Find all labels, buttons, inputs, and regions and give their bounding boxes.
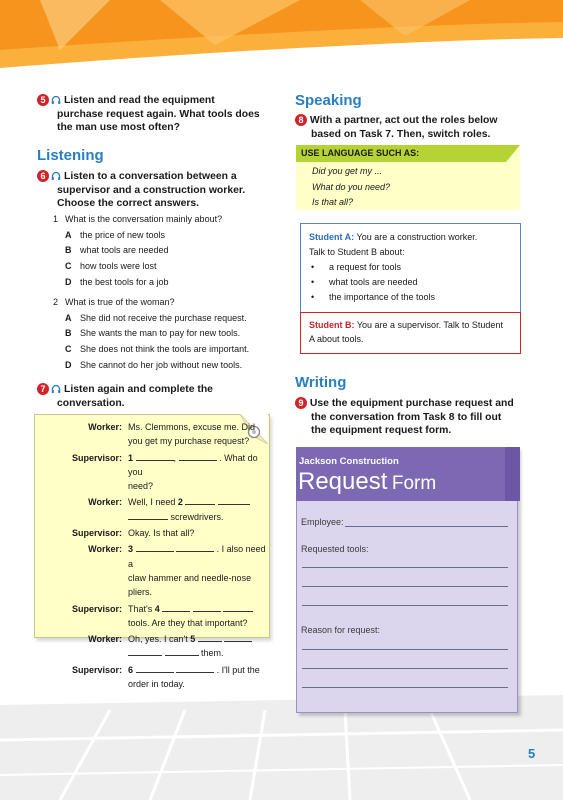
page-number: 5 <box>528 746 536 761</box>
employee-field[interactable] <box>345 526 508 527</box>
listening-heading: Listening <box>37 147 104 164</box>
requested-tools-line[interactable] <box>302 586 508 587</box>
arrow-tab-icon <box>506 145 520 162</box>
answer-blank[interactable] <box>179 451 217 461</box>
form-edge-decoration <box>505 447 520 501</box>
answer-blank[interactable] <box>193 602 221 612</box>
list-item: • what tools are needed <box>311 277 418 287</box>
task-number-badge: 7 <box>37 383 49 395</box>
form-title: Request Form <box>298 468 437 495</box>
employee-field-label: Employee: <box>301 517 344 527</box>
reason-line[interactable] <box>302 687 508 688</box>
question-2: 2 What is true of the woman? A She did not receive the purchase request. B She wants the man to pay for new tools. C She does not think the tools are important. D She cannot do her job without new tools. <box>53 295 293 374</box>
answer-blank[interactable] <box>185 495 215 505</box>
list-item: • a request for tools <box>311 262 402 272</box>
answer-blank[interactable] <box>218 495 250 505</box>
list-item[interactable]: A She did not receive the purchase request. <box>65 312 247 323</box>
dialog-line: Supervisor: 1 , . What do you need? <box>71 452 258 492</box>
list-item: Is that all? <box>312 197 354 207</box>
answer-blank[interactable] <box>162 602 190 612</box>
reason-line[interactable] <box>302 668 508 669</box>
task-7: 7 Listen again and complete the conversation. <box>37 383 277 410</box>
student-a-card: Student A: You are a construction worker. Talk to Student B about: • a request for tools • what tools are needed • the importance of the tools <box>300 223 521 313</box>
answer-blank[interactable] <box>128 646 162 656</box>
language-phrases <box>312 164 390 211</box>
list-item[interactable]: D She cannot do her job without new tools. <box>65 359 243 370</box>
task-5: 5 Listen and read the equipment purchase request again. What tools does the man use most often? <box>37 94 277 135</box>
answer-blank[interactable] <box>165 646 199 656</box>
header-decoration <box>0 0 563 82</box>
dialog-line: Worker: Ms. Clemmons, excuse me. Did you get my purchase request? <box>88 422 256 447</box>
requested-tools-line[interactable] <box>302 605 508 606</box>
list-item[interactable]: C She does not think the tools are important. <box>65 344 250 355</box>
dialog-line: Worker: 3 . I also need a claw hammer and needle-nose pliers. <box>88 544 266 598</box>
answer-blank[interactable] <box>136 542 174 552</box>
answer-blank[interactable] <box>224 632 252 642</box>
dialog-line: Supervisor: 6 . I'll put the order in today. <box>71 664 260 690</box>
task-8: 8 With a partner, act out the roles below based on Task 7. Then, switch roles. <box>295 114 540 141</box>
language-box-title: USE LANGUAGE SUCH AS: <box>301 148 420 158</box>
list-item: Did you get my ... <box>312 166 383 176</box>
list-item: What do you need? <box>312 181 391 192</box>
dialog-line: Supervisor: Okay. Is that all? <box>71 528 195 539</box>
answer-blank[interactable] <box>128 510 168 520</box>
list-item[interactable]: C how tools were lost <box>65 261 157 272</box>
writing-heading: Writing <box>295 374 347 391</box>
speaking-heading: Speaking <box>295 92 362 109</box>
answer-blank[interactable] <box>223 602 253 612</box>
task-number-badge: 5 <box>37 94 49 106</box>
task-6: 6 Listen to a conversation between a supervisor and a construction worker. Choose the correct answers. <box>37 170 277 211</box>
student-b-card: Student B: You are a supervisor. Talk to Student A about tools. <box>300 312 521 354</box>
answer-blank[interactable] <box>176 542 214 552</box>
dialog-line: Worker: Well, I need 2 screwdrivers. <box>34 495 266 524</box>
reason-line[interactable] <box>302 649 508 650</box>
headphones-icon <box>51 171 61 181</box>
task-number-badge: 8 <box>295 114 307 126</box>
headphones-icon <box>51 95 61 105</box>
dialog-line: Worker: Oh, yes. I can't 5 them. <box>34 632 266 661</box>
answer-blank[interactable] <box>136 451 174 461</box>
task-number-badge: 9 <box>295 397 307 409</box>
list-item[interactable]: A the price of new tools <box>65 229 166 240</box>
reason-label: Reason for request: <box>301 625 381 635</box>
conversation-dialog <box>34 420 266 693</box>
requested-tools-label: Requested tools: <box>301 544 369 554</box>
requested-tools-line[interactable] <box>302 567 508 568</box>
dialog-line: Supervisor: That's 4 tools. Are they that important? <box>34 602 266 631</box>
list-item: • the importance of the tools <box>311 292 436 302</box>
question-1: 1 What is the conversation mainly about? A the price of new tools B what tools are needed C how tools were lost D the best tools for a job <box>53 212 283 291</box>
answer-blank[interactable] <box>136 663 174 673</box>
form-company-name: Jackson Construction <box>299 456 399 467</box>
task-9: 9 Use the equipment purchase request and the conversation from Task 8 to fill out the equipment request form. <box>295 397 540 438</box>
list-item[interactable]: B She wants the man to pay for new tools. <box>65 328 241 339</box>
list-item[interactable]: D the best tools for a job <box>65 276 169 287</box>
answer-blank[interactable] <box>176 663 214 673</box>
answer-blank[interactable] <box>198 632 222 642</box>
list-item[interactable]: B what tools are needed <box>65 245 169 256</box>
task-number-badge: 6 <box>37 170 49 182</box>
headphones-icon <box>51 384 61 394</box>
